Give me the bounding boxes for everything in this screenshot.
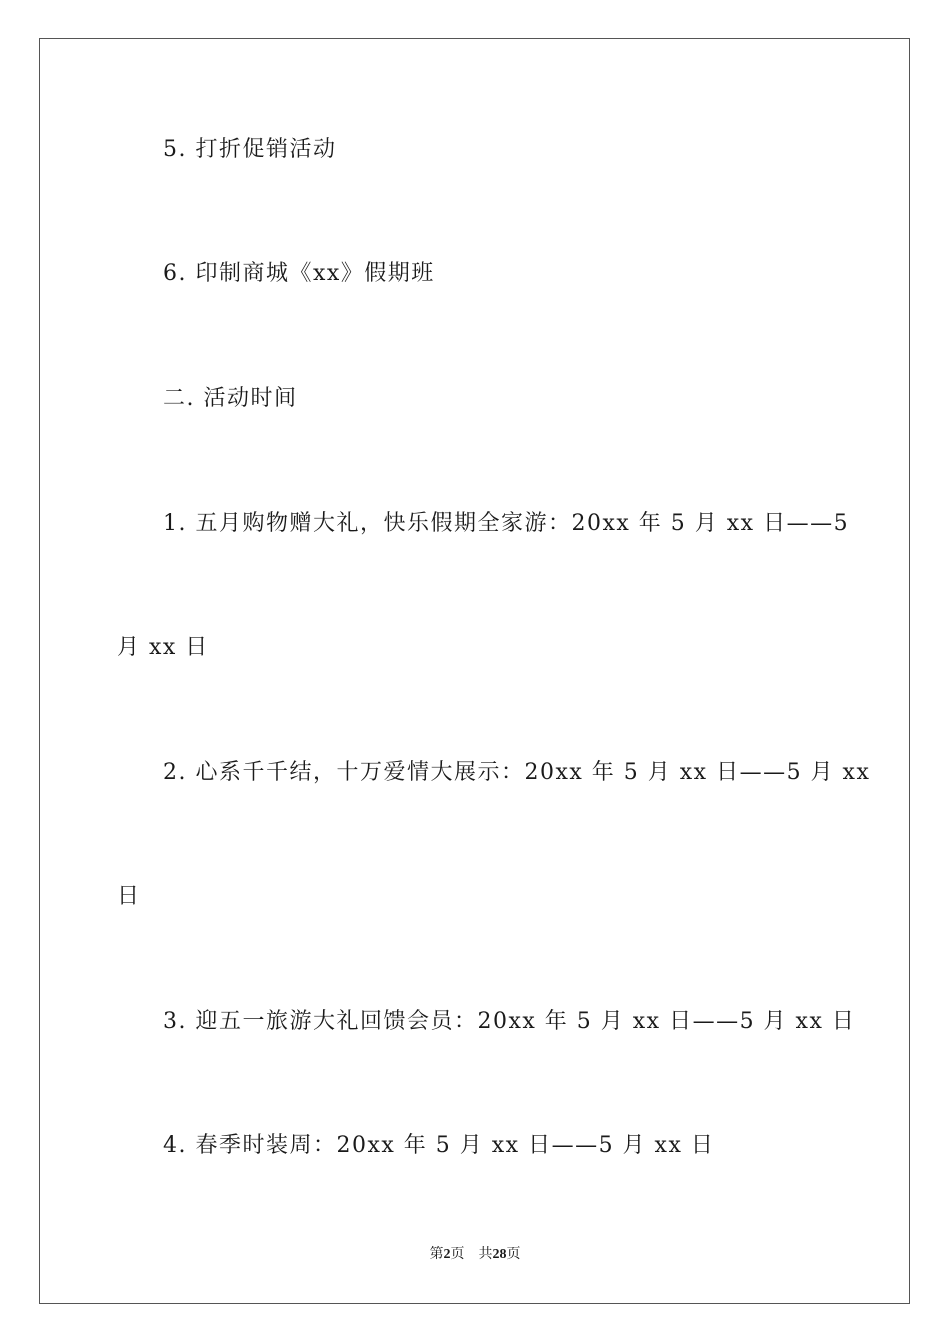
body-line-item-1: 1. 五月购物赠大礼，快乐假期全家游：20xx 年 5 月 xx 日——5 <box>163 511 850 536</box>
body-line-item-3: 3. 迎五一旅游大礼回馈会员：20xx 年 5 月 xx 日——5 月 xx 日 <box>163 1009 856 1034</box>
page-border <box>39 38 910 1304</box>
body-line-item-4: 4. 春季时装周：20xx 年 5 月 xx 日——5 月 xx 日 <box>163 1133 715 1158</box>
body-line-print-booklet: 6. 印制商城《xx》假期班 <box>163 261 435 286</box>
body-line-item-2-continued: 日 <box>117 884 141 909</box>
footer-total-prefix: 共 <box>478 1247 493 1262</box>
footer-total-unit: 页 <box>506 1247 521 1262</box>
body-line-item-1-continued: 月 xx 日 <box>117 635 209 660</box>
footer-prefix: 第 <box>429 1247 444 1262</box>
page-footer <box>0 1245 950 1265</box>
body-line-discount-promo: 5. 打折促销活动 <box>163 137 337 162</box>
body-line-item-2: 2. 心系千千结，十万爱情大展示：20xx 年 5 月 xx 日——5 月 xx <box>163 760 871 785</box>
footer-current-page: 2 <box>443 1247 451 1262</box>
footer-page-unit: 页 <box>450 1247 465 1262</box>
section-heading-activity-time: 二. 活动时间 <box>163 386 298 411</box>
footer-total-pages: 28 <box>492 1247 507 1262</box>
